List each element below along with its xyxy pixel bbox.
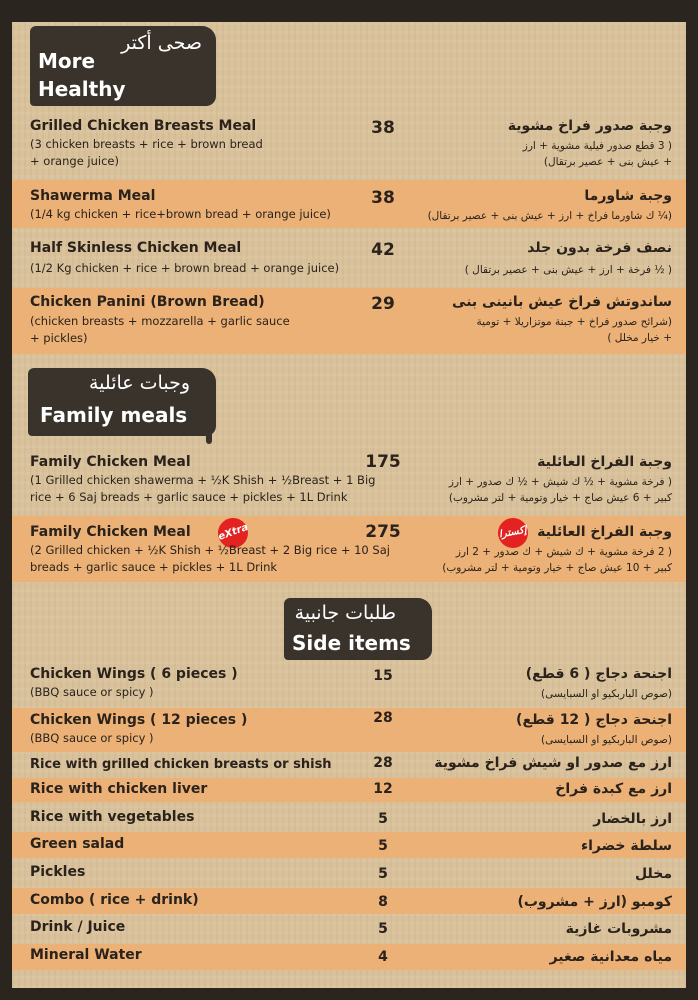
section-header-side — [284, 598, 432, 660]
menu-row — [12, 234, 686, 284]
section-title-ar: صحى أكتر — [121, 32, 202, 54]
item-name: Chicken Wings ( 6 pieces ) — [30, 666, 238, 682]
item-price: 5 — [378, 838, 388, 854]
item-desc: (1/4 kg chicken + rice+brown bread + orange juice) — [30, 207, 331, 221]
item-name: Green salad — [30, 836, 125, 852]
item-desc-ar: (صوص الباربكيو او السبايسى) — [541, 688, 672, 700]
item-desc: (chicken breasts + mozzarella + garlic sauce + pickles) — [30, 314, 290, 345]
item-price: 28 — [373, 755, 393, 771]
item-desc: (BBQ sauce or spicy ) — [30, 685, 154, 699]
section-title-en: Side items — [292, 631, 411, 655]
menu-row — [12, 916, 686, 942]
item-name: Drink / Juice — [30, 919, 126, 935]
drip-decoration — [206, 434, 212, 444]
item-desc-ar: (صوص الباربكيو او السبايسى) — [541, 734, 672, 746]
item-desc-ar: (¼ ك شاورما فراخ + ارز + عيش بنى + عصير برتقال) — [427, 210, 672, 222]
item-price: 12 — [373, 781, 393, 797]
section-header-family — [28, 368, 216, 436]
menu-row — [12, 446, 686, 512]
item-desc: (BBQ sauce or spicy ) — [30, 731, 154, 745]
item-name: Chicken Wings ( 12 pieces ) — [30, 712, 248, 728]
item-name-ar: مخلل — [635, 866, 672, 882]
item-name-ar: كومبو (ارز + مشروب) — [517, 894, 672, 910]
menu-row — [12, 180, 686, 228]
item-price: 8 — [378, 894, 388, 910]
item-price: 15 — [373, 668, 393, 684]
item-name-ar: ارز مع صدور او شيش فراخ مشوية — [434, 755, 672, 771]
item-name-ar: ارز بالخضار — [593, 811, 672, 827]
item-price: 28 — [373, 710, 393, 726]
item-desc-ar: (شرائح صدور فراخ + جبنة موتزاريلا + تومية + خيار مخلل ) — [476, 316, 672, 344]
item-name-ar: اجنحة دجاج ( 6 قطع) — [525, 666, 672, 682]
menu-row — [12, 778, 686, 802]
item-name: Shawerma Meal — [30, 188, 156, 204]
section-title-ar: طلبات جانبية — [294, 602, 396, 624]
item-price: 5 — [378, 866, 388, 882]
item-desc-ar: ( ½ فرخة + ارز + عيش بنى + عصير برتقال ) — [464, 264, 672, 276]
item-name-ar: وجبة شاورما — [584, 188, 672, 204]
item-name-ar: اجنحة دجاج ( 12 قطع) — [516, 712, 672, 728]
menu-row — [12, 708, 686, 752]
item-price: 42 — [371, 240, 395, 260]
menu-row — [12, 804, 686, 830]
section-title-en: Healthy — [38, 77, 126, 101]
item-name: Mineral Water — [30, 947, 142, 963]
item-name: Family Chicken Meal — [30, 454, 191, 470]
item-name: Grilled Chicken Breasts Meal — [30, 118, 257, 134]
item-name-ar: مياه معدانية صغير — [549, 949, 672, 965]
section-title-ar: وجبات عائلية — [89, 372, 190, 394]
item-price: 175 — [365, 452, 401, 472]
section-header-healthy — [30, 26, 216, 106]
menu-row — [12, 110, 686, 176]
item-name-ar: نصف فرخة بدون جلد — [527, 240, 672, 256]
item-price: 4 — [378, 949, 388, 965]
extra-badge: eXtra — [214, 514, 252, 552]
item-price: 5 — [378, 921, 388, 937]
item-name-ar: سلطة خضراء — [580, 838, 672, 854]
item-name: Combo ( rice + drink) — [30, 892, 199, 908]
menu-row — [12, 860, 686, 886]
item-name: Rice with vegetables — [30, 809, 195, 825]
item-name: Rice with grilled chicken breasts or shish — [30, 757, 332, 772]
menu-row — [12, 888, 686, 914]
item-name: Family Chicken Meal — [30, 524, 191, 540]
item-desc: (3 chicken breasts + rice + brown bread + orange juice) — [30, 137, 263, 168]
menu-row — [12, 752, 686, 778]
item-name: Half Skinless Chicken Meal — [30, 240, 242, 256]
item-name-ar: ساندوتش فراخ عيش بانينى بنى — [452, 294, 672, 310]
item-name-ar: وجبة الفراخ العائلية — [537, 524, 672, 540]
section-title-en: More — [38, 49, 96, 73]
item-desc: (1/2 Kg chicken + rice + brown bread + orange juice) — [30, 261, 340, 275]
menu-row — [12, 944, 686, 970]
item-name: Rice with chicken liver — [30, 781, 208, 797]
menu-row — [12, 662, 686, 706]
item-price: 38 — [371, 188, 395, 208]
item-price: 38 — [371, 118, 395, 138]
item-price: 5 — [378, 811, 388, 827]
item-price: 275 — [365, 522, 401, 542]
item-name-ar: ارز مع كبدة فراخ — [555, 781, 672, 797]
extra-badge-ar: إكسترا — [496, 516, 531, 551]
section-title-en: Family meals — [40, 403, 188, 427]
menu-sheet — [12, 22, 686, 988]
item-desc: (1 Grilled chicken shawerma + ½K Shish + ½Breast + 1 Big rice + 6 Saj breads + garlic sauce + pickles + 1L Drink — [30, 473, 376, 504]
item-name-ar: وجبة الفراخ العائلية — [537, 454, 672, 470]
item-price: 29 — [371, 294, 395, 314]
item-name: Chicken Panini (Brown Bread) — [30, 294, 265, 310]
item-desc-ar: ( 2 فرخة مشوية + ك شيش + ك صدور + 2 ارز كبير + 10 عيش صاج + خيار وتومية + لتر مشروب) — [442, 546, 672, 574]
item-desc: (2 Grilled chicken + ½K Shish + ½Breast + 2 Big rice + 10 Saj breads + garlic sauce + pickles + 1L Drink — [30, 543, 390, 574]
menu-row — [12, 516, 686, 582]
item-name-ar: وجبة صدور فراخ مشوية — [507, 118, 672, 134]
item-name-ar: مشروبات غازية — [565, 921, 672, 937]
item-desc-ar: ( 3 قطع صدور فيلية مشوية + ارز + عيش بنى + عصير برتقال) — [522, 140, 672, 168]
item-name: Pickles — [30, 864, 86, 880]
menu-row — [12, 288, 686, 354]
item-desc-ar: ( فرخة مشوية + ½ ك شيش + ½ ك صدور + ارز كبير + 6 عيش صاج + خيار وتومية + لتر مشروب) — [448, 476, 672, 504]
menu-row — [12, 832, 686, 858]
